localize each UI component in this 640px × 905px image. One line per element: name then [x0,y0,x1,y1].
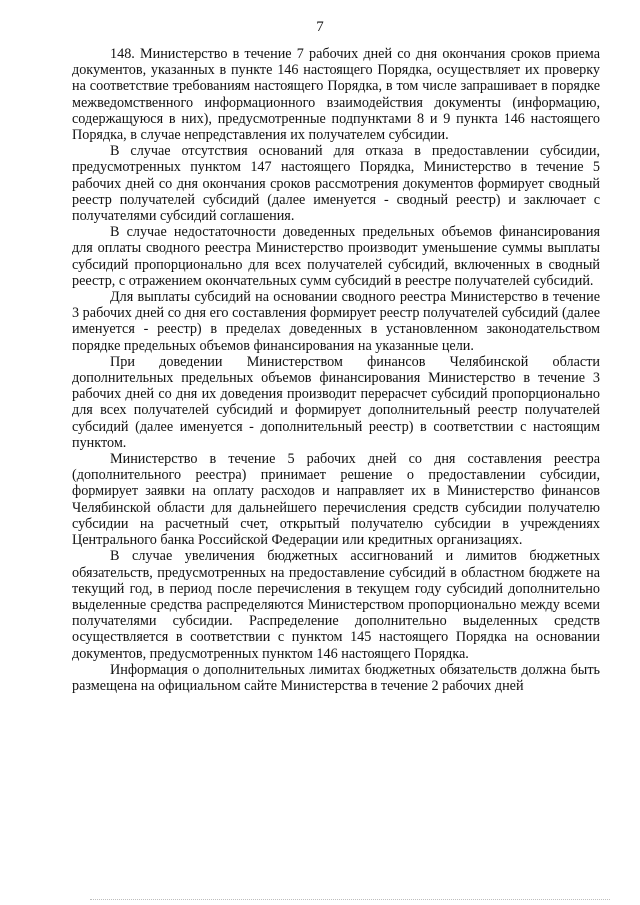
paragraph-148: 148. Министерство в течение 7 рабочих дней со дня окончания сроков приема документов, указанных в пункте 146 настоящего Порядка, осуществляет их проверку на соответствие требованиям настоящего Порядка, в том числе запрашивает в порядке межведомственного информационного взаимодействия документы (информацию, содержащуюся в них), предусмотренные подпунктами 8 и 9 пункта 146 настоящего Порядка, в случае непредставления их получателем субсидии. [72,46,600,144]
scan-edge-artifact [90,899,610,902]
paragraph-additional-funding: При доведении Министерством финансов Челябинской области дополнительных предельных объемов финансирования Министерство в течение 3 рабочих дней со дня их доведения производит перерасчет субсидий пропорционально для всех получателей субсидий и формирует дополнительный реестр получателей субсидий (далее именуется - дополнительный реестр) в соответствии с настоящим пунктом. [72,353,600,451]
page-number: 7 [316,19,324,35]
paragraph-no-refusal-grounds: В случае отсутствия оснований для отказа в предоставлении субсидии, предусмотренных пунктом 147 настоящего Порядка, Министерство в течение 5 рабочих дней со дня окончания сроков рассмотрения документов формирует сводный реестр получателей субсидий (далее именуется - сводный реестр) и заключает с получателями субсидий соглашения. [72,143,600,225]
document-body [72,46,600,694]
paragraph-budget-increase: В случае увеличения бюджетных ассигнований и лимитов бюджетных обязательств, предусмотренных на предоставление субсидий в областном бюджете на текущий год, в период после перечисления в текущем году субсидий дополнительно выделенные средства распределяются Министерством пропорционально между всеми получателями субсидии. Распределение дополнительно выделенных средств осуществляется в соответствии с пунктом 145 настоящего Порядка на основании документов, предусмотренных пунктом 146 настоящего Порядка. [72,548,600,662]
paragraph-payment-registry: Для выплаты субсидий на основании сводного реестра Министерство в течение 3 рабочих дней со дня его составления формирует реестр получателей субсидий (далее именуется - реестр) в пределах доведенных в установленном законодательством порядке предельных объемов финансирования на указанные цели. [72,289,600,354]
paragraph-limits-publication: Информация о дополнительных лимитах бюджетных обязательств должна быть размещена на официальном сайте Министерства в течение 2 рабочих дней [72,661,600,694]
paragraph-payment-decision: Министерство в течение 5 рабочих дней со дня составления реестра (дополнительного реестра) принимает решение о предоставлении субсидии, формирует заявки на оплату расходов и направляет их в Министерство финансов Челябинской области для дальнейшего перечисления средств субсидии получателю субсидии на расчетный счет, открытый получателю субсидии в учреждениях Центрального банка Российской Федерации или кредитных организациях. [72,451,600,549]
paragraph-insufficient-funding: В случае недостаточности доведенных предельных объемов финансирования для оплаты сводного реестра Министерство производит уменьшение суммы выплаты субсидий пропорционально для всех получателей субсидий, включенных в сводный реестр, с отражением окончательных сумм субсидий в реестре получателей субсидий. [72,224,600,289]
